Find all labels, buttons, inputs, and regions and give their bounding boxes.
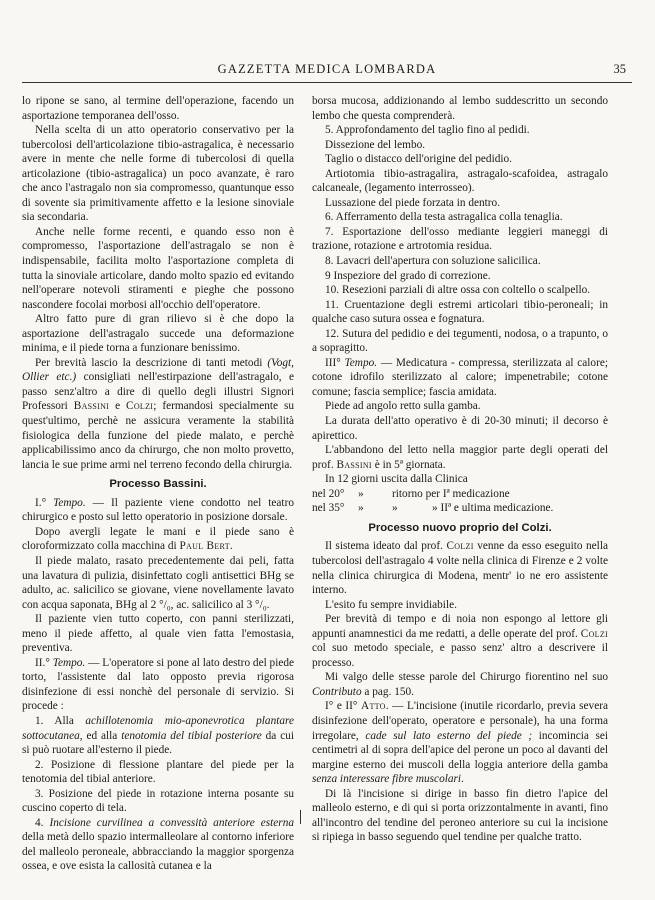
paragraph: I° e II° Atto. — L'incisione (inutile ricordarlo, previa severa disinfezione dell'operato, operatore e personale), ha una forma irregolare, cade sul lato esterno del piede ; incomincia sei centimetri al di sopra dell'apice del perone un poco al davanti del margine esterno dei muscoli della loggia anteriore della gamba senza interessare fibre muscolari. (312, 700, 609, 786)
section-heading: Processo Bassini. (109, 478, 207, 491)
paragraph: II.° Tempo. — L'operatore si pone al lato destro del piede torto, l'assistente dal lato opposto previa rigorosa disinfezione di essi nonchè del personale di servizio. Si procede : (22, 656, 295, 713)
paragraph: Per brevità di tempo e di noia non espongo al lettore gli appunti anamnestici da me redatti, a delle operate del prof. Colzi col suo metodo speciale, e passo senz' altro a descrivere il processo. (312, 613, 608, 669)
paragraph: In 12 giorni uscita dalla Clinica (325, 473, 468, 486)
paragraph: L'abbandono del letto nella maggior parte degli operati del prof. Bassini è in 5ª giornata. (312, 444, 608, 471)
list-item: 12. Sutura del pedidio e dei tegumenti, nodosa, o a trapunto, o a sopragitto. (312, 327, 608, 355)
paragraph: Il sistema ideato dal prof. Colzi venne da esso eseguito nella tubercolosi dell'astragalo 4 volte nella clinica di Firenze e 2 volte nella clinica chirurgica di Modena, mentr' io ne ero assistente interno. (312, 540, 608, 597)
paragraph: Il piede malato, rasato precedentemente dai peli, fatta una lavatura di pulizia, disinfettato cogli antisettici BHg se adulto, ac. salicilico se giovane, viene novellamente lavato con acqua saponata, BHg al 2 °/₀, ac. salicilico al 3 °/₀. (22, 554, 294, 611)
list-item: 4. Incisione curvilinea a convessità anteriore esterna della metà dello spazio intermalleolare al contorno inferiore del malleolo peroneale, abbracciando la maggior sporgenza ossea, e ove esista la callosità cutanea e la (22, 816, 295, 873)
list-item: Dissezione del lembo. (325, 138, 426, 151)
discharge-table (312, 487, 608, 516)
list-item: 2. Posizione di flessione plantare del piede per la tenotomia del tibial anteriore. (22, 758, 294, 786)
paragraph: Nella scelta di un atto operatorio conservativo per la tubercolosi dell'articolazione tibio-astragalica, è necessario avere in mente che nelle forme di tubercolosi di quella articolazione (tibio-astragalica) un poco avanzate, è raro che anco l'astragalo non sia compromesso, quantunque esso di sovente sia primitivamente affetto e la lesione sinoviale sia secondaria. (22, 124, 294, 224)
list-item: 6. Afferramento della testa astragalica colla tenaglia. (325, 211, 563, 224)
journal-title: GAZZETTA MEDICA LOMBARDA (217, 62, 437, 76)
list-item: 11. Cruentazione degli estremi articolari tibio-peroneali; in qualche caso sutura ossea e fognatura. (312, 298, 608, 326)
table-cell: ritorno per Iª medicazione (392, 487, 510, 500)
list-item: 3. Posizione del piede in rotazione interna posante su cuscino coperto di tela. (22, 787, 294, 815)
paragraph: La durata dell'atto operativo è di 20-30 minuti; il decorso è apirettico. (312, 415, 608, 442)
table-cell: nel 20° (312, 487, 345, 500)
paragraph: III° Tempo. — Medicatura - compressa, sterilizzata al calore; cotone idrofilo sterilizzato al calore; impenetrabile; cotone comune; fascia semplice; fascia amidata. (312, 356, 608, 398)
right-column (312, 94, 608, 845)
paragraph: borsa mucosa, addizionando al lembo suddescritto un secondo lembo che questa comprenderà. (312, 95, 608, 122)
paragraph: Mi valgo delle stesse parole del Chirurgo fiorentino nel suo Contributo a pag. 150. (312, 671, 608, 698)
list-item: 7. Esportazione dell'osso mediante leggieri maneggi di trazione, rotazione e artrotomia residua. (312, 225, 608, 253)
column-divider (300, 810, 301, 824)
list-item: Lussazione del piede forzata in dentro. (325, 196, 501, 209)
paragraph: Piede ad angolo retto sulla gamba. (325, 400, 481, 413)
running-header (22, 62, 632, 83)
table-cell: » (358, 502, 364, 515)
table-cell: » (392, 502, 398, 515)
table-cell: » (358, 487, 364, 500)
paragraph: I.° Tempo. — Il paziente viene condotto nel teatro chirurgico e posto sul letto operatorio in posizione dorsale. (22, 496, 294, 524)
table-row (312, 501, 608, 516)
left-column (22, 94, 294, 874)
list-item: 8. Lavacri dell'apertura con soluzione salicilica. (325, 255, 541, 268)
list-item: 5. Approfondamento del taglio fino al pedidi. (325, 124, 530, 137)
list-item: 10. Resezioni parziali di altre ossa con coltello o scalpello. (325, 284, 591, 297)
paragraph: Il paziente vien tutto coperto, con panni sterilizzati, meno il piede affetto, al quale vien fatta l'emostasia, preventiva. (22, 613, 294, 655)
paragraph: Di là l'incisione si dirige in basso fin dietro l'apice del malleolo esterno, e di qui si porta orizzontalmente in avanti, fino all'incontro del tendine del peroneo anteriore su cui la incisione si ripiega in basso seguendo quel tendine per qualche tratto. (312, 787, 608, 844)
paragraph: lo ripone se sano, al termine dell'operazione, facendo un asportazione temporanea dell'osso. (22, 95, 294, 122)
table-cell: » IIª e ultima medicazione. (432, 502, 554, 515)
paragraph: L'esito fu sempre invidiabile. (325, 598, 457, 611)
table-cell: nel 35° (312, 502, 345, 515)
paragraph: Anche nelle forme recenti, e quando esso non è compromesso, l'asportazione dell'astragalo se non è indispensabile, facilita molto l'asportazione completa di tutta la sinoviale articolare, dando molto spazio ed evitando nell'operare notevoli stiramenti e pieghe che possono nascondere focolai morbosi all'occhio dell'operatore. (22, 225, 294, 311)
list-item: Taglio o distacco dell'origine del pedidio. (325, 153, 512, 166)
paragraph: Altro fatto pure di gran rilievo si è che dopo la asportazione dell'astragalo succede una deformazione minima, e il piede torna a funzionare benissimo. (22, 313, 294, 355)
table-row (312, 487, 608, 502)
paragraph: Dopo avergli legate le mani e il piede sano è cloroformizzato colla macchina di Paul Bert. (22, 525, 294, 553)
page-number: 35 (613, 62, 626, 76)
paragraph: Per brevità lascio la descrizione di tanti metodi (Vogt, Ollier etc.) consigliati nell'estirpazione dell'astragalo, e passo senz'altro a dire di quello degli illustri Signori Professori Bassini e Colzi; fermandosi specialmente su quest'ultimo, perchè ne assicura veramente la stabilità fisiologica della funzione del piede malato, e perchè applicabilissimo anco da chirurgo, che non molto provetto, lancia le sue prime armi nel terreno fecondo della chirurgia. (22, 356, 295, 471)
list-item: 9 Inspeziore del grado di correzione. (325, 269, 491, 282)
list-item: Artiotomia tibio-astragalira, astragalo-scafoidea, astragalo calcaneale, (legamento interrosseo). (312, 167, 608, 195)
list-item: 1. Alla achillotenomia mio-aponevrotica plantare sottocutanea, ed alla tenotomia del tibial posteriore da cui si può ruotare all'esterno il piede. (22, 714, 295, 757)
section-heading: Processo nuovo proprio del Colzi. (368, 521, 552, 534)
